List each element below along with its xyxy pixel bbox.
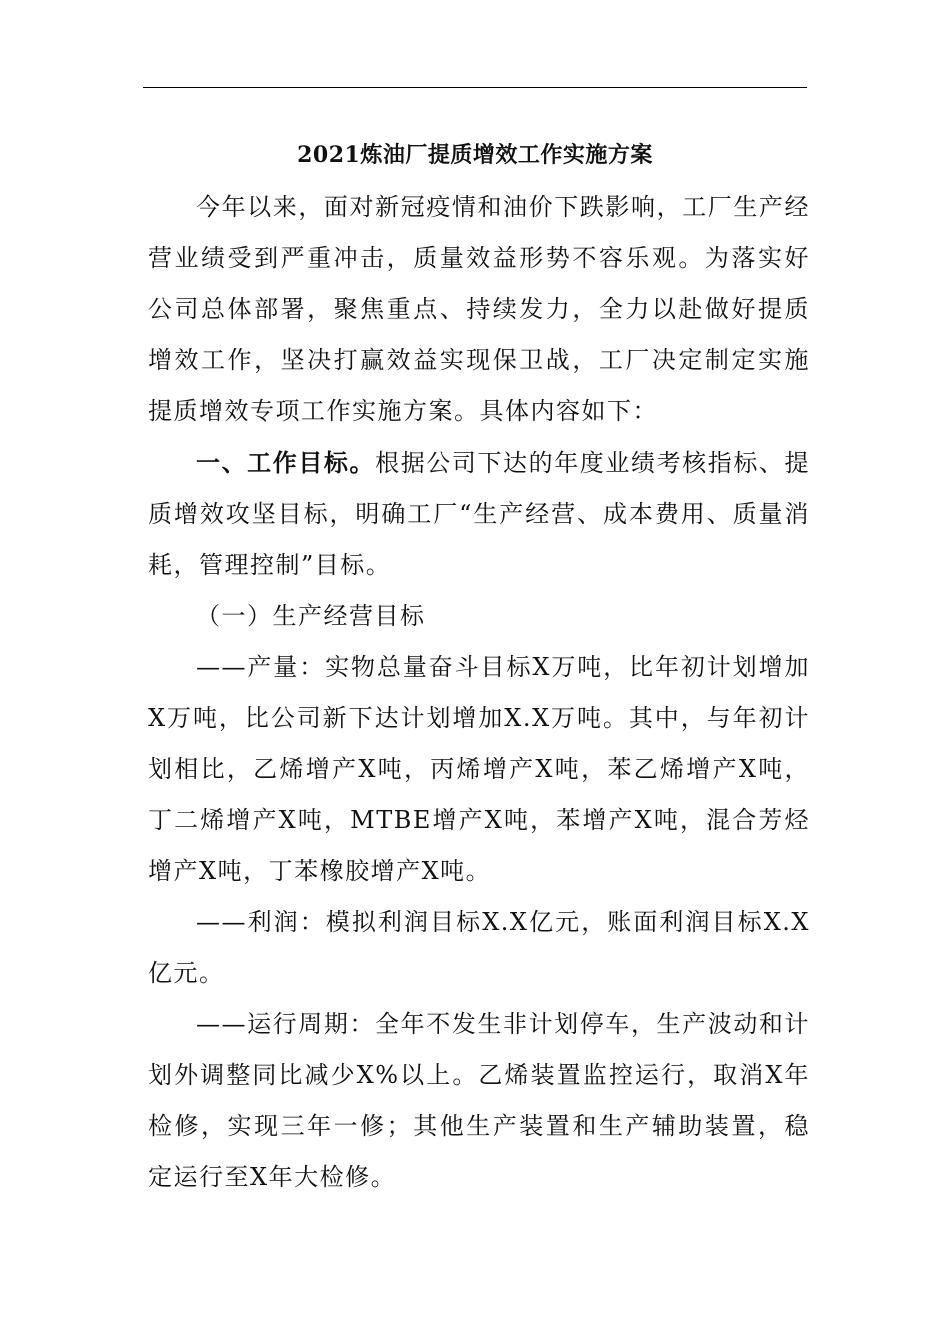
output-target-paragraph: ——产量：实物总量奋斗目标X万吨，比年初计划增加X万吨，比公司新下达计划增加X.X万吨。其中，与年初计划相比，乙烯增产X吨，丙烯增产X吨，苯乙烯增产X吨，丁二烯增产X吨，MTBE增产X吨，苯增产X吨，混合芳烃增产X吨，丁苯橡胶增产X吨。	[148, 653, 810, 885]
operating-cycle-paragraph: ——运行周期：全年不发生非计划停车，生产波动和计划外调整同比减少X%以上。乙烯装置监控运行，取消X年检修，实现三年一修；其他生产装置和生产辅助装置，稳定运行至X年大检修。	[148, 1010, 810, 1191]
section-1-heading: 一、工作目标。	[196, 448, 376, 477]
section-1-text: 根据公司下达的年度业绩考核指标、提质增效攻坚目标，明确工厂“生产经营、成本费用、质量消耗，管理控制”目标。	[148, 449, 810, 579]
header-rule	[143, 87, 807, 88]
document-title: 2021炼油厂提质增效工作实施方案	[297, 142, 653, 168]
section-1-paragraph	[148, 437, 810, 591]
intro-paragraph: 今年以来，面对新冠疫情和油价下跌影响，工厂生产经营业绩受到严重冲击，质量效益形势不容乐观。为落实好公司总体部署，聚焦重点、持续发力，全力以赴做好提质增效工作，坚决打赢效益实现保卫战，工厂决定制定实施提质增效专项工作实施方案。具体内容如下：	[148, 193, 810, 425]
subsection-1-heading: （一）生产经营目标	[196, 602, 426, 630]
profit-target-paragraph: ——利润：模拟利润目标X.X亿元，账面利润目标X.X亿元。	[148, 908, 810, 987]
document-body	[148, 182, 810, 1203]
